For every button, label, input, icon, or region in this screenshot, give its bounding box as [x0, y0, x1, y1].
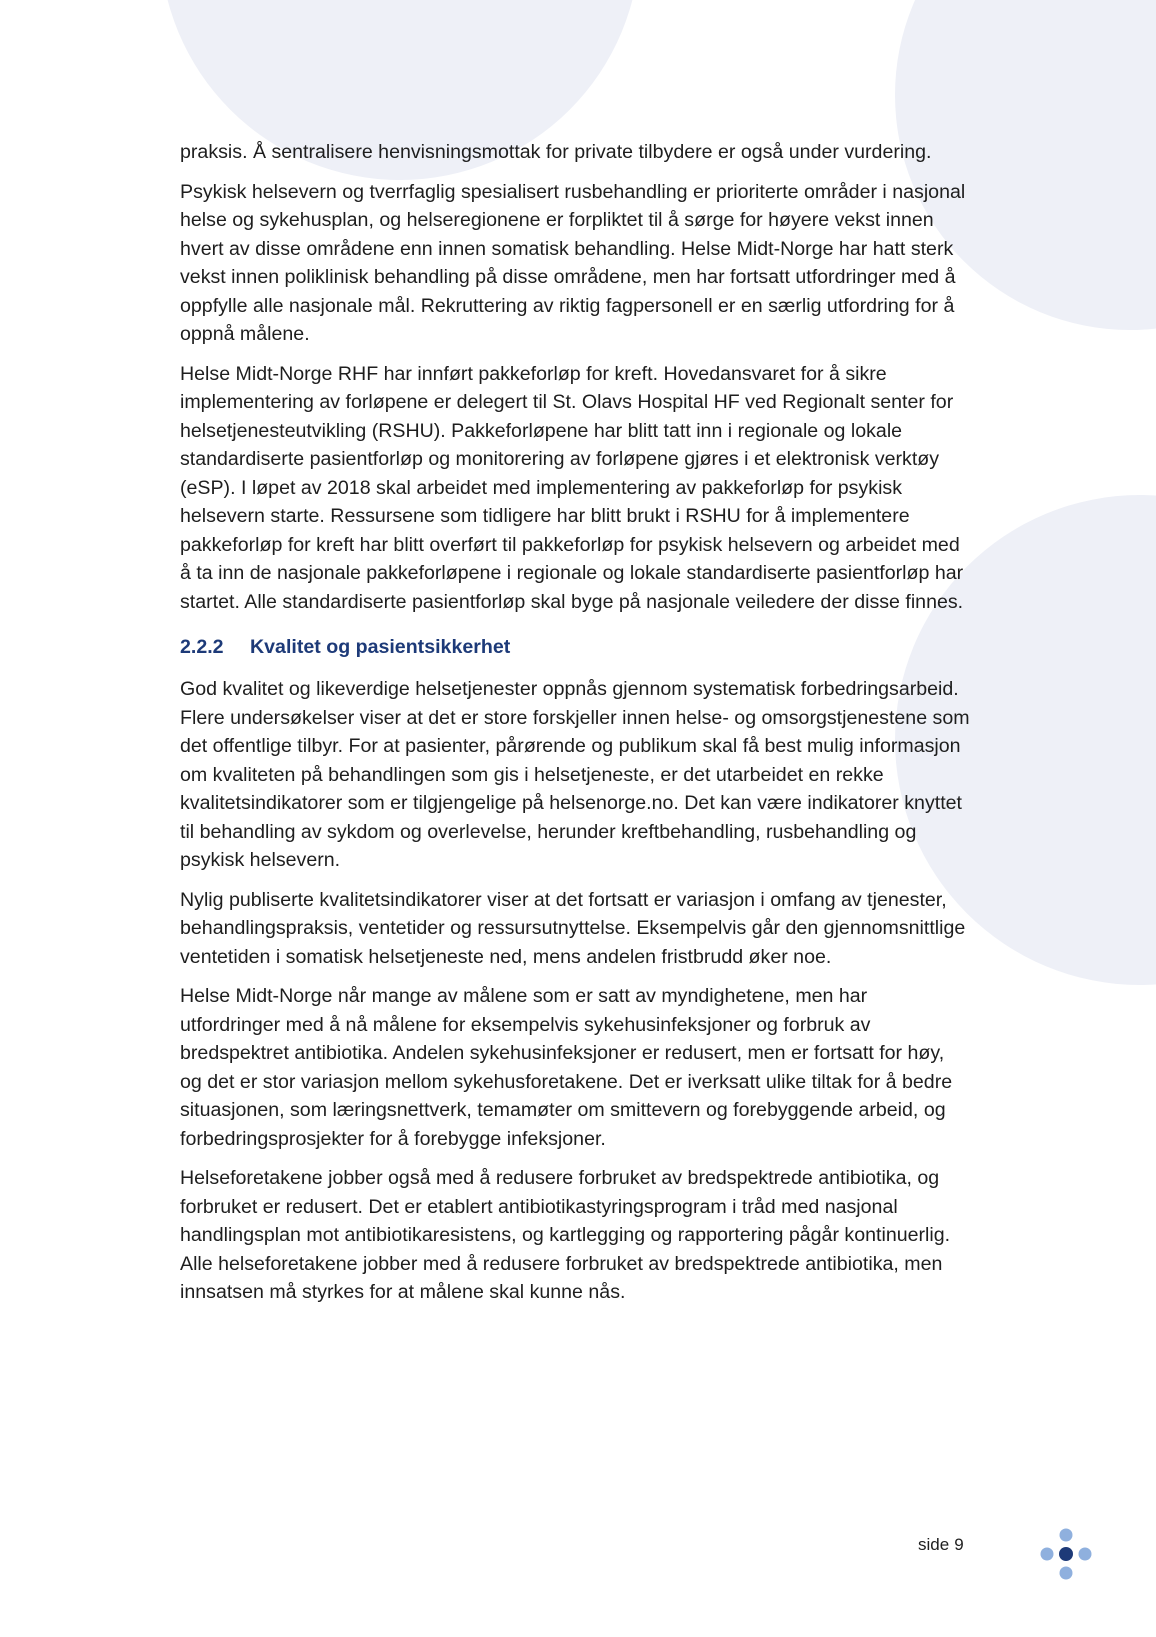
page-label: side [918, 1535, 950, 1554]
logo-dot-right [1079, 1548, 1092, 1561]
logo-dot-left [1041, 1548, 1054, 1561]
section-heading [180, 633, 970, 661]
paragraph-referral-centralization: praksis. Å sentralisere henvisningsmottak for private tilbydere er også under vurdering. [180, 141, 932, 163]
paragraph-antibiotics: Helseforetakene jobber også med å redusere forbruket av bredspektrede antibiotika, og forbruket er redusert. Det er etablert antibiotikastyringsprogram i tråd med nasjonal handlingsplan mot antibiotikaresistens, og kartlegging og rapportering pågår kontinuerlig. Alle helseforetakene jobber med å redusere forbruket av bredspektrede antibiotika, men innsatsen må styrkes for at målene skal kunne nås. [180, 1167, 951, 1303]
logo-dot-bottom [1060, 1567, 1073, 1580]
document-body [180, 138, 970, 1318]
paragraph-infections: Helse Midt-Norge når mange av målene som er satt av myndighetene, men har utfordringer med å nå målene for eksempelvis sykehusinfeksjoner og forbruk av bredspektret antibiotika. Andelen sykehusinfeksjoner er redusert, men er fortsatt for høy, og det er stor variasjon mellom sykehusforetakene. Det er iverksatt ulike tiltak for å bedre situasjonen, som læringsnettverk, temamøter om smittevern og forebyggende arbeid, og forbedringsprosjekter for å forebygge infeksjoner. [180, 985, 953, 1150]
page-number: 9 [954, 1535, 964, 1554]
paragraph-variation: Nylig publiserte kvalitetsindikatorer viser at det fortsatt er variasjon i omfang av tjenester, behandlingspraksis, ventetider og ressursutnyttelse. Eksempelvis går den gjennomsnittlige ventetiden i somatisk helsetjeneste ned, mens andelen fristbrudd øker noe. [180, 888, 966, 968]
paragraph-quality-indicators: God kvalitet og likeverdige helsetjenester oppnås gjennom systematisk forbedringsarbeid. Flere undersøkelser viser at det er store forskjeller innen helse- og omsorgstjenestene som det offentlige tilbyr. For at pasienter, pårørende og publikum skal få best mulig informasjon om kvaliteten på behandlingen som gis i helsetjeneste, er det utarbeidet en rekke kvalitetsindikatorer som er tilgjengelige på helsenorge.no. Det kan være indikatorer knyttet til behandling av sykdom og overlevelse, herunder kreftbehandling, rusbehandling og psykisk helsevern. [180, 678, 970, 871]
section-number: 2.2.2 [180, 636, 224, 658]
logo-dot-top [1060, 1529, 1073, 1542]
page-footer [918, 1534, 964, 1556]
dots-logo-icon [1036, 1527, 1108, 1587]
paragraph-mental-health-priority: Psykisk helsevern og tverrfaglig spesialisert rusbehandling er prioriterte områder i nasjonal helse og sykehusplan, og helseregionene er forpliktet til å sørge for høyere vekst innen hvert av disse områdene enn innen somatisk behandling. Helse Midt-Norge har hatt sterk vekst innen poliklinisk behandling på disse områdene, men har fortsatt utfordringer med å oppfylle alle nasjonale mål. Rekruttering av riktig fagpersonell er en særlig utfordring for å oppnå målene. [180, 180, 966, 345]
logo-dot-center [1059, 1547, 1073, 1561]
paragraph-cancer-pathways: Helse Midt-Norge RHF har innført pakkeforløp for kreft. Hovedansvaret for å sikre implementering av forløpene er delegert til St. Olavs Hospital HF ved Regionalt senter for helsetjenesteutvikling (RSHU). Pakkeforløpene har blitt tatt inn i regionale og lokale standardiserte pasientforløp og monitorering av forløpene gjøres i et elektronisk verktøy (eSP). I løpet av 2018 skal arbeidet med implementering av pakkeforløp for psykisk helsevern starte. Ressursene som tidligere har blitt brukt i RSHU for å implementere pakkeforløp for kreft har blitt overført til pakkeforløp for psykisk helsevern og arbeidet med å ta inn de nasjonale pakkeforløpene i regionale og lokale standardiserte pasientforløp har startet. Alle standardiserte pasientforløp skal byge på nasjonale veiledere der disse finnes. [180, 362, 964, 613]
section-title: Kvalitet og pasientsikkerhet [250, 636, 511, 658]
